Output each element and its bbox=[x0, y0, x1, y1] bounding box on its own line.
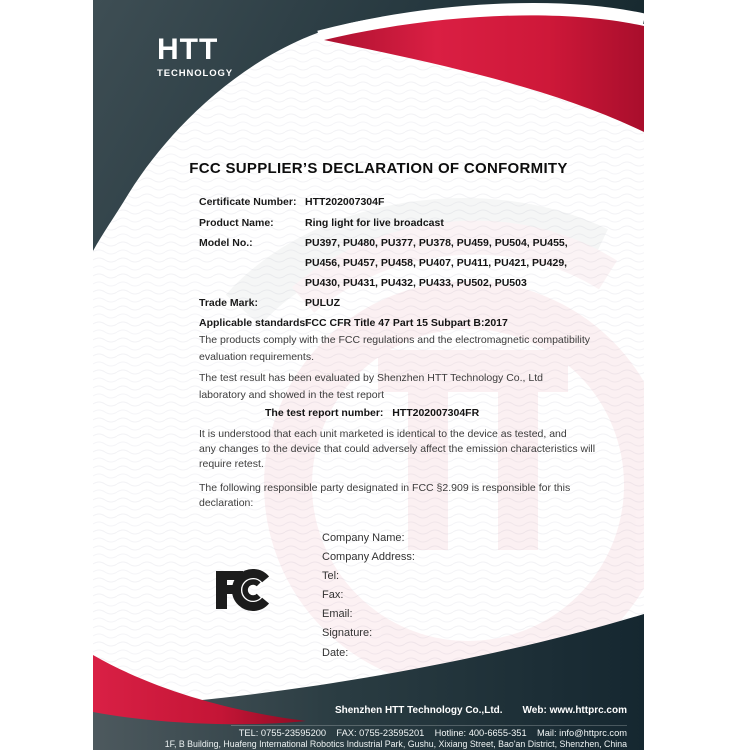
htt-logo bbox=[157, 33, 234, 79]
htt-logo-tagline: TECHNOLOGY bbox=[157, 68, 234, 79]
model-line-2: PU456, PU457, PU458, PU407, PU411, PU421, PU429, bbox=[305, 257, 568, 269]
form-label-fax: Fax: bbox=[322, 589, 344, 601]
field-value-applicable-standards: FCC CFR Title 47 Part 15 Subpart B:2017 bbox=[305, 317, 508, 329]
report-gap bbox=[383, 407, 392, 419]
evaluation-line-2: laboratory and showed in the test report bbox=[199, 389, 385, 401]
responsible-line-1: The following responsible party designated in FCC §2.909 is responsible for this bbox=[199, 482, 571, 494]
fcc-logo-icon bbox=[213, 566, 275, 614]
field-label-trade-mark: Trade Mark: bbox=[199, 297, 258, 309]
form-label-tel: Tel: bbox=[322, 570, 340, 582]
footer-divider bbox=[231, 725, 627, 726]
htt-logo-text: HTT bbox=[157, 33, 219, 66]
test-report-value: HTT202007304FR bbox=[392, 407, 480, 419]
form-label-signature: Signature: bbox=[322, 627, 373, 639]
form-label-date: Date: bbox=[322, 647, 349, 659]
retest-line-1: It is understood that each unit marketed is identical to the device as tested, and bbox=[199, 428, 567, 440]
field-label-product-name: Product Name: bbox=[199, 217, 274, 229]
footer-web: Web: www.httprc.com bbox=[522, 705, 627, 716]
retest-line-3: require retest. bbox=[199, 458, 264, 470]
field-value-trade-mark: PULUZ bbox=[305, 297, 340, 309]
field-label-certificate-number: Certificate Number: bbox=[199, 196, 297, 208]
test-report-number bbox=[265, 407, 479, 419]
footer-company: Shenzhen HTT Technology Co.,Ltd. bbox=[334, 705, 503, 716]
form-label-company-address: Company Address: bbox=[322, 551, 415, 563]
certificate-page bbox=[93, 0, 644, 750]
field-value-certificate-number: HTT202007304F bbox=[305, 196, 385, 208]
field-label-model-no: Model No.: bbox=[199, 237, 253, 249]
form-label-company-name: Company Name: bbox=[322, 532, 405, 544]
responsible-line-2: declaration: bbox=[199, 497, 254, 509]
field-value-product-name: Ring light for live broadcast bbox=[305, 217, 444, 229]
retest-line-2: any changes to the device that could adversely affect the emission characteristics will bbox=[199, 443, 596, 455]
compliance-line-1: The products comply with the FCC regulations and the electromagnetic compatibility bbox=[199, 334, 591, 346]
footer-address: 1F, B Building, Huafeng International Robotics Industrial Park, Gushu, Xixiang Street, Bao'an District, Shenzhen, China bbox=[164, 739, 627, 749]
evaluation-line-1: The test result has been evaluated by Shenzhen HTT Technology Co., Ltd bbox=[199, 372, 543, 384]
certificate-title: FCC SUPPLIER’S DECLARATION OF CONFORMITY bbox=[189, 160, 568, 177]
model-line-3: PU430, PU431, PU432, PU433, PU502, PU503 bbox=[305, 277, 527, 289]
form-label-email: Email: bbox=[322, 608, 353, 620]
compliance-line-2: evaluation requirements. bbox=[199, 351, 314, 363]
test-report-label: The test report number: bbox=[265, 407, 384, 419]
model-line-1: PU397, PU480, PU377, PU378, PU459, PU504, PU455, bbox=[305, 237, 568, 249]
field-label-applicable-standards: Applicable standards: bbox=[199, 317, 309, 329]
field-value-model-no bbox=[305, 237, 568, 297]
footer-contacts: TEL: 0755-23595200 FAX: 0755-23595201 Hotline: 400-6655-351 Mail: info@httprc.com bbox=[238, 728, 627, 738]
footer-company-line bbox=[335, 705, 627, 716]
